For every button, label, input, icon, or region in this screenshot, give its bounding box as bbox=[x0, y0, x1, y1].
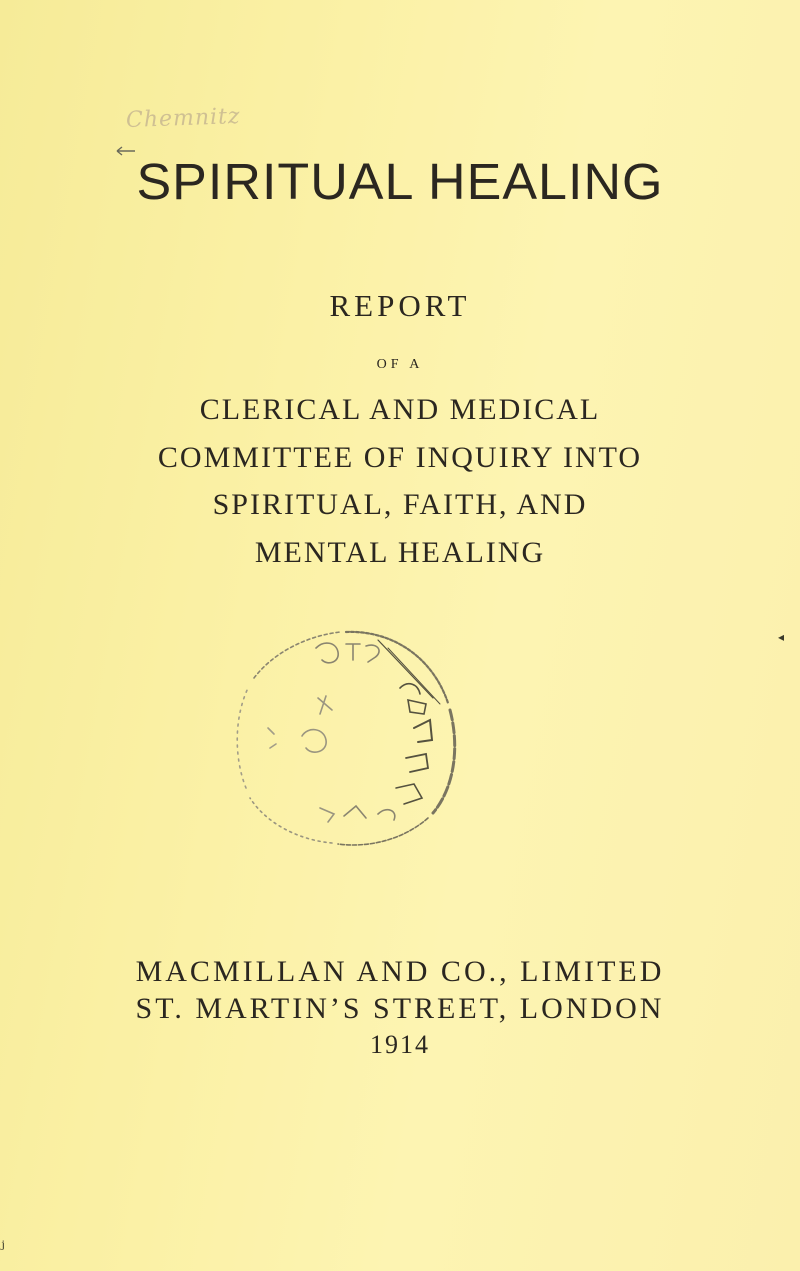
report-heading: REPORT bbox=[329, 288, 471, 323]
book-title: SPIRITUAL HEALING bbox=[136, 153, 664, 210]
publisher-name: MACMILLAN AND CO., LIMITED bbox=[135, 955, 665, 988]
handwritten-annotation: Chemnitz bbox=[125, 104, 241, 133]
subtitle-line-2: COMMITTEE OF INQUIRY INTO bbox=[157, 441, 643, 474]
corner-pencil-mark-icon: ʲ bbox=[0, 1238, 5, 1259]
subtitle-line-3: SPIRITUAL, FAITH, AND bbox=[212, 488, 588, 521]
library-seal-icon bbox=[228, 618, 468, 853]
publisher-address: ST. MARTIN’S STREET, LONDON bbox=[135, 992, 665, 1025]
of-a-connector: OF A bbox=[376, 357, 424, 372]
subtitle-line-1: CLERICAL AND MEDICAL bbox=[199, 393, 601, 426]
subtitle-line-4: MENTAL HEALING bbox=[254, 536, 546, 569]
margin-mark-icon: ◂ bbox=[778, 630, 785, 644]
publication-year: 1914 bbox=[370, 1030, 430, 1059]
